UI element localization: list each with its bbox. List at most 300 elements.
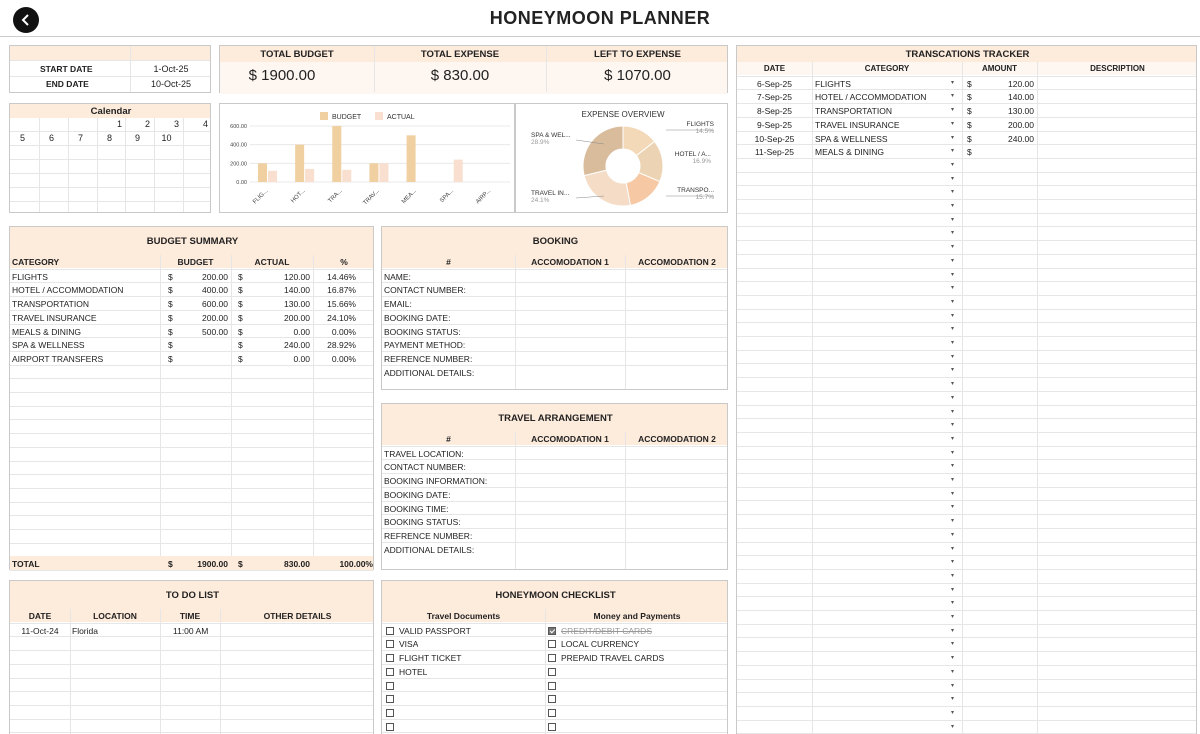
tx-category[interactable]: FLIGHTS xyxy=(815,79,851,89)
field-input-1[interactable] xyxy=(516,502,624,514)
calendar-day[interactable]: 8 xyxy=(106,133,112,143)
field-input-1[interactable] xyxy=(516,460,624,472)
budget-cell[interactable]: 400.00 xyxy=(202,285,228,295)
bar-actual xyxy=(454,160,463,182)
actual-cell: 130.00 xyxy=(284,299,310,309)
col-header-category: CATEGORY xyxy=(12,257,60,267)
field-input-2[interactable] xyxy=(626,325,728,337)
field-input-1[interactable] xyxy=(516,283,624,295)
legend-swatch xyxy=(375,112,383,120)
col-header-time: TIME xyxy=(179,611,201,621)
total-budget: 1900.00 xyxy=(197,559,228,569)
checkbox[interactable] xyxy=(548,709,556,717)
field-input-2[interactable] xyxy=(626,283,728,295)
checkbox[interactable] xyxy=(386,640,394,648)
chevron-down-icon[interactable]: ▾ xyxy=(951,93,955,99)
transactions-tracker-panel xyxy=(736,45,1197,734)
bar-actual xyxy=(379,163,388,182)
col-header-accomodation-2: ACCOMODATION 2 xyxy=(638,257,716,267)
category-cell: AIRPORT TRANSFERS xyxy=(12,354,104,364)
checkbox[interactable] xyxy=(386,723,394,731)
field-label: EMAIL: xyxy=(384,299,412,309)
y-tick-label: 400.00 xyxy=(230,142,247,149)
chevron-down-icon[interactable]: ▾ xyxy=(951,107,955,113)
calendar-day[interactable]: 7 xyxy=(77,133,83,143)
x-tick-label: TRA... xyxy=(327,188,344,205)
slice-label: SPA & WEL... xyxy=(531,132,571,139)
tx-date[interactable]: 6-Sep-25 xyxy=(757,79,792,89)
slice-label: HOTEL / A... xyxy=(674,151,711,158)
col-header-description: DESCRIPTION xyxy=(1090,64,1145,73)
currency-cell: $ xyxy=(238,327,243,337)
field-label: BOOKING TIME: xyxy=(384,504,449,514)
percent-cell: 15.66% xyxy=(327,299,356,309)
legend-label: ACTUAL xyxy=(387,114,415,121)
tx-date[interactable]: 11-Sep-25 xyxy=(754,147,795,157)
currency-cell: $ xyxy=(238,313,243,323)
slice-percent: 24.1% xyxy=(531,197,550,204)
chevron-down-icon[interactable]: ▾ xyxy=(951,285,955,291)
col-header-hash: # xyxy=(446,434,451,444)
money-payments-title: Money and Payments xyxy=(593,611,681,621)
actual-cell: 200.00 xyxy=(284,313,310,323)
checklist-item[interactable] xyxy=(386,681,399,691)
total-expense-value: $ 830.00 xyxy=(430,67,490,84)
field-input-2[interactable] xyxy=(626,515,728,527)
checkbox[interactable] xyxy=(386,695,394,703)
slice-label: TRANSPO... xyxy=(677,187,714,194)
currency-cell: $ xyxy=(238,285,243,295)
budget-cell[interactable]: 600.00 xyxy=(202,299,228,309)
checkbox[interactable] xyxy=(548,695,556,703)
todo-location[interactable]: Florida xyxy=(72,626,98,636)
col-header-actual: ACTUAL xyxy=(254,257,290,267)
field-input-1[interactable] xyxy=(516,325,624,337)
dates-panel xyxy=(9,45,211,93)
total-actual: 830.00 xyxy=(284,559,310,569)
col-header-location: LOCATION xyxy=(93,611,137,621)
tx-date[interactable]: 10-Sep-25 xyxy=(754,134,795,144)
calendar-day[interactable]: 5 xyxy=(19,133,25,143)
todo-time[interactable]: 11:00 AM xyxy=(173,626,209,636)
currency-cell: $ xyxy=(168,285,173,295)
tx-currency: $ xyxy=(967,79,972,89)
chevron-down-icon[interactable]: ▾ xyxy=(951,313,955,319)
field-label: CONTACT NUMBER: xyxy=(384,285,466,295)
x-tick-label: HOT... xyxy=(290,188,307,205)
field-label: TRAVEL LOCATION: xyxy=(384,449,464,459)
chevron-down-icon[interactable]: ▾ xyxy=(951,504,955,510)
col-header-accomodation-1: ACCOMODATION 1 xyxy=(531,257,609,267)
actual-cell: 0.00 xyxy=(293,354,310,364)
chevron-down-icon[interactable]: ▾ xyxy=(951,436,955,442)
budget-cell[interactable]: 500.00 xyxy=(202,327,228,337)
field-input-1[interactable] xyxy=(516,515,624,527)
budget-summary-panel xyxy=(9,226,374,570)
chevron-down-icon[interactable]: ▾ xyxy=(951,258,955,264)
checkbox[interactable] xyxy=(548,682,556,690)
checkbox[interactable] xyxy=(386,709,394,717)
y-tick-label: 200.00 xyxy=(230,161,247,168)
field-input-2[interactable] xyxy=(626,502,728,514)
tx-date[interactable]: 9-Sep-25 xyxy=(757,120,792,130)
chevron-down-icon[interactable]: ▾ xyxy=(951,395,955,401)
slice-percent: 16.9% xyxy=(692,158,711,165)
field-input-2[interactable] xyxy=(626,352,728,364)
percent-cell: 0.00% xyxy=(331,354,356,364)
field-input-1[interactable] xyxy=(516,529,624,541)
checklist-item-label: HOTEL xyxy=(399,667,428,677)
end-date-label: END DATE xyxy=(46,79,89,89)
field-input-1[interactable] xyxy=(516,297,624,309)
chevron-down-icon[interactable]: ▾ xyxy=(951,203,955,209)
chevron-down-icon[interactable]: ▾ xyxy=(951,121,955,127)
slice-percent: 28.9% xyxy=(531,139,550,146)
total-expense-label: TOTAL EXPENSE xyxy=(420,49,500,60)
chevron-down-icon[interactable]: ▾ xyxy=(951,217,955,223)
total-currency: $ xyxy=(238,559,243,569)
chevron-down-icon[interactable]: ▾ xyxy=(951,518,955,524)
x-tick-label: MEA... xyxy=(401,188,418,206)
field-input-2[interactable] xyxy=(626,529,728,541)
tx-date[interactable]: 8-Sep-25 xyxy=(757,106,792,116)
tx-amount[interactable]: 130.00 xyxy=(1008,106,1034,116)
chevron-down-icon[interactable]: ▾ xyxy=(951,135,955,141)
category-cell: HOTEL / ACCOMMODATION xyxy=(12,285,124,295)
checklist-item[interactable] xyxy=(548,722,561,732)
chevron-down-icon[interactable]: ▾ xyxy=(951,354,955,360)
actual-cell: 140.00 xyxy=(284,285,310,295)
calendar-panel xyxy=(9,103,211,213)
checkbox[interactable] xyxy=(548,723,556,731)
col-header-budget: BUDGET xyxy=(177,257,214,267)
checklist-item-label: CREDIT/DEBIT CARDS xyxy=(561,626,652,636)
chevron-down-icon[interactable]: ▾ xyxy=(951,148,955,154)
checkbox[interactable] xyxy=(386,682,394,690)
bar-budget xyxy=(332,126,341,182)
field-input-2[interactable] xyxy=(626,311,728,323)
checklist-item[interactable] xyxy=(548,639,639,649)
pie-slice xyxy=(584,170,630,206)
chevron-down-icon[interactable]: ▾ xyxy=(951,724,955,730)
checklist-item-label: PREPAID TRAVEL CARDS xyxy=(561,653,665,663)
tx-category[interactable]: HOTEL / ACCOMMODATION xyxy=(815,92,927,102)
field-input-1[interactable] xyxy=(516,447,624,459)
field-input-2[interactable] xyxy=(626,488,728,500)
col-header-hash: # xyxy=(446,257,451,267)
checklist-item[interactable] xyxy=(548,681,561,691)
total-budget-label: TOTAL BUDGET xyxy=(260,49,334,60)
checkbox[interactable] xyxy=(548,654,556,662)
chevron-down-icon[interactable]: ▾ xyxy=(951,669,955,675)
bar-chart-panel xyxy=(219,103,515,213)
chevron-down-icon[interactable]: ▾ xyxy=(951,162,955,168)
field-input-2[interactable] xyxy=(626,338,728,350)
tx-amount[interactable]: 240.00 xyxy=(1008,134,1034,144)
legend-swatch xyxy=(320,112,328,120)
chevron-down-icon[interactable]: ▾ xyxy=(951,326,955,332)
col-header-accomodation-2: ACCOMODATION 2 xyxy=(638,434,716,444)
todo-date[interactable]: 11-Oct-24 xyxy=(21,626,59,636)
tx-category[interactable]: TRANSPORTATION xyxy=(815,106,892,116)
currency-cell: $ xyxy=(168,340,173,350)
checkbox[interactable] xyxy=(548,640,556,648)
calendar-day[interactable]: 9 xyxy=(134,133,140,143)
bar-actual xyxy=(342,170,351,182)
checklist-item[interactable] xyxy=(386,653,462,663)
checklist-item[interactable] xyxy=(548,708,561,718)
field-input-2[interactable] xyxy=(626,297,728,309)
expense-overview-chart xyxy=(516,104,729,214)
chevron-down-icon[interactable]: ▾ xyxy=(951,422,955,428)
checkbox[interactable] xyxy=(548,627,556,635)
field-input-1[interactable] xyxy=(516,366,624,378)
chevron-down-icon[interactable]: ▾ xyxy=(951,477,955,483)
y-tick-label: 600.00 xyxy=(230,124,247,130)
bar-budget xyxy=(407,135,416,182)
calendar-day[interactable]: 4 xyxy=(202,119,208,129)
field-input-1[interactable] xyxy=(516,270,624,282)
budget-summary-title: BUDGET SUMMARY xyxy=(146,236,239,247)
chevron-down-icon[interactable]: ▾ xyxy=(951,491,955,497)
field-input-2[interactable] xyxy=(626,270,728,282)
field-input-1[interactable] xyxy=(516,311,624,323)
category-cell: TRAVEL INSURANCE xyxy=(12,313,97,323)
field-input-1[interactable] xyxy=(516,474,624,486)
chevron-down-icon[interactable]: ▾ xyxy=(951,340,955,346)
travel-title: TRAVEL ARRANGEMENT xyxy=(498,413,613,424)
chevron-down-icon[interactable]: ▾ xyxy=(951,573,955,579)
chevron-down-icon[interactable]: ▾ xyxy=(951,381,955,387)
x-tick-label: FLIG... xyxy=(252,188,270,206)
checklist-item[interactable] xyxy=(386,708,399,718)
field-input-2[interactable] xyxy=(626,460,728,472)
total-budget-value: $ 1900.00 xyxy=(248,67,316,84)
pie-chart-panel xyxy=(515,103,728,213)
checklist-item[interactable] xyxy=(386,626,471,636)
calendar-day[interactable]: 6 xyxy=(48,133,54,143)
currency-cell: $ xyxy=(168,327,173,337)
tracker-title: TRANSCATIONS TRACKER xyxy=(905,49,1030,60)
category-cell: FLIGHTS xyxy=(12,272,48,282)
field-label: NAME: xyxy=(384,272,411,282)
slice-label: FLIGHTS xyxy=(686,121,714,128)
col-header-other-details: OTHER DETAILS xyxy=(263,611,332,621)
chevron-down-icon[interactable]: ▾ xyxy=(951,244,955,250)
pie-slice xyxy=(583,126,623,176)
tx-category[interactable]: SPA & WELLNESS xyxy=(815,134,888,144)
chart-title: EXPENSE OVERVIEW xyxy=(581,110,665,119)
chevron-down-icon[interactable]: ▾ xyxy=(951,299,955,305)
tx-amount[interactable]: 140.00 xyxy=(1008,92,1034,102)
bar-budget xyxy=(258,163,267,182)
chevron-down-icon[interactable]: ▾ xyxy=(951,559,955,565)
checklist-item[interactable] xyxy=(548,653,664,663)
currency-cell: $ xyxy=(238,354,243,364)
field-input-2[interactable] xyxy=(626,474,728,486)
actual-cell: 0.00 xyxy=(293,327,310,337)
chevron-down-icon[interactable]: ▾ xyxy=(951,614,955,620)
checklist-item[interactable] xyxy=(386,639,418,649)
budget-cell[interactable]: 200.00 xyxy=(202,272,228,282)
calendar-day[interactable]: 10 xyxy=(161,133,172,143)
currency-cell: $ xyxy=(168,299,173,309)
chevron-down-icon[interactable]: ▾ xyxy=(951,230,955,236)
booking-panel xyxy=(381,226,728,390)
field-label: REFRENCE NUMBER: xyxy=(384,354,473,364)
field-label: CONTACT NUMBER: xyxy=(384,462,466,472)
budget-vs-actual-chart xyxy=(220,104,516,214)
x-tick-label: AIRP... xyxy=(475,188,493,206)
budget-cell[interactable]: 200.00 xyxy=(202,313,228,323)
travel-arrangement-panel xyxy=(381,403,728,570)
checkbox[interactable] xyxy=(386,654,394,662)
chevron-down-icon[interactable]: ▾ xyxy=(951,641,955,647)
calendar-day[interactable]: 1 xyxy=(116,119,122,129)
field-label: BOOKING DATE: xyxy=(384,313,451,323)
start-date-value[interactable]: 1-Oct-25 xyxy=(153,64,189,74)
left-to-expense-value: $ 1070.00 xyxy=(604,67,671,84)
col-header-amount: AMOUNT xyxy=(981,64,1018,73)
calendar-day[interactable]: 2 xyxy=(144,119,150,129)
bar-budget xyxy=(369,163,378,182)
tx-currency: $ xyxy=(967,106,972,116)
chevron-down-icon[interactable]: ▾ xyxy=(951,463,955,469)
header-divider xyxy=(0,36,1200,37)
checkbox[interactable] xyxy=(386,627,394,635)
currency-cell: $ xyxy=(168,272,173,282)
y-tick-label: 0.00 xyxy=(236,180,247,186)
chevron-down-icon[interactable]: ▾ xyxy=(951,189,955,195)
percent-cell: 24.10% xyxy=(327,313,356,323)
calendar-title: Calendar xyxy=(90,106,132,117)
chevron-down-icon[interactable]: ▾ xyxy=(951,683,955,689)
checklist-item-label: FLIGHT TICKET xyxy=(399,653,462,663)
field-input-1[interactable] xyxy=(516,488,624,500)
booking-title: BOOKING xyxy=(532,236,579,247)
currency-cell: $ xyxy=(168,313,173,323)
chevron-down-icon[interactable]: ▾ xyxy=(951,696,955,702)
col-header-category: CATEGORY xyxy=(864,64,910,73)
checklist-item[interactable] xyxy=(386,667,427,677)
actual-cell: 240.00 xyxy=(284,340,310,350)
todo-panel xyxy=(9,580,374,734)
category-cell: MEALS & DINING xyxy=(12,327,81,337)
checklist-item[interactable] xyxy=(548,626,652,636)
slice-percent: 15.7% xyxy=(695,194,714,201)
chevron-down-icon[interactable]: ▾ xyxy=(951,546,955,552)
legend-label: BUDGET xyxy=(332,114,362,121)
total-percent: 100.00% xyxy=(339,559,373,569)
field-label: REFRENCE NUMBER: xyxy=(384,531,473,541)
chevron-down-icon[interactable]: ▾ xyxy=(951,450,955,456)
start-date-label: START DATE xyxy=(40,64,93,74)
tx-amount[interactable]: 200.00 xyxy=(1008,120,1034,130)
field-input-1[interactable] xyxy=(516,543,624,555)
percent-cell: 16.87% xyxy=(327,285,356,295)
total-currency: $ xyxy=(168,559,173,569)
field-input-2[interactable] xyxy=(626,366,728,378)
currency-cell: $ xyxy=(238,272,243,282)
checklist-item-label: VALID PASSPORT xyxy=(399,626,471,636)
x-tick-label: SPA... xyxy=(439,188,456,205)
checklist-item[interactable] xyxy=(548,694,561,704)
tx-currency: $ xyxy=(967,120,972,130)
field-input-2[interactable] xyxy=(626,447,728,459)
checklist-item-label: VISA xyxy=(399,639,419,649)
slice-percent: 14.5% xyxy=(695,128,714,135)
actual-cell: 120.00 xyxy=(284,272,310,282)
todo-title: TO DO LIST xyxy=(165,590,220,601)
chevron-down-icon[interactable]: ▾ xyxy=(951,272,955,278)
field-input-1[interactable] xyxy=(516,338,624,350)
totals-panel xyxy=(219,45,728,93)
category-cell: SPA & WELLNESS xyxy=(12,340,85,350)
chevron-down-icon[interactable]: ▾ xyxy=(951,409,955,415)
col-header-percent: % xyxy=(340,257,348,267)
x-tick-label: TRAV... xyxy=(362,188,381,207)
checklist-item[interactable] xyxy=(548,667,561,677)
chevron-down-icon[interactable]: ▾ xyxy=(951,532,955,538)
currency-cell: $ xyxy=(238,299,243,309)
checklist-title: HONEYMOON CHECKLIST xyxy=(495,590,616,601)
field-label: BOOKING STATUS: xyxy=(384,327,461,337)
chevron-down-icon[interactable]: ▾ xyxy=(951,710,955,716)
col-header-accomodation-1: ACCOMODATION 1 xyxy=(531,434,609,444)
percent-cell: 0.00% xyxy=(331,327,356,337)
chevron-down-icon[interactable]: ▾ xyxy=(951,80,955,86)
calendar-day[interactable]: 3 xyxy=(173,119,179,129)
tx-currency: $ xyxy=(967,92,972,102)
chevron-down-icon[interactable]: ▾ xyxy=(951,367,955,373)
end-date-value[interactable]: 10-Oct-25 xyxy=(150,79,192,89)
travel-documents-title: Travel Documents xyxy=(426,611,501,621)
field-label: PAYMENT METHOD: xyxy=(384,340,466,350)
tx-amount[interactable]: 120.00 xyxy=(1008,79,1034,89)
total-label: TOTAL xyxy=(12,559,40,569)
col-header-date: DATE xyxy=(28,611,52,621)
field-label: BOOKING INFORMATION: xyxy=(384,476,488,486)
chevron-down-icon[interactable]: ▾ xyxy=(951,176,955,182)
tx-date[interactable]: 7-Sep-25 xyxy=(757,92,792,102)
currency-cell: $ xyxy=(238,340,243,350)
chevron-down-icon[interactable]: ▾ xyxy=(951,587,955,593)
chevron-down-icon[interactable]: ▾ xyxy=(951,628,955,634)
col-header-date: DATE xyxy=(763,64,786,73)
left-to-expense-label: LEFT TO EXPENSE xyxy=(594,49,681,60)
field-input-2[interactable] xyxy=(626,543,728,555)
tx-category[interactable]: TRAVEL INSURANCE xyxy=(815,120,900,130)
field-label: BOOKING DATE: xyxy=(384,490,451,500)
checklist-item-label: LOCAL CURRENCY xyxy=(561,639,640,649)
chevron-down-icon[interactable]: ▾ xyxy=(951,600,955,606)
tx-currency: $ xyxy=(967,134,972,144)
category-cell: TRANSPORTATION xyxy=(12,299,89,309)
tx-category[interactable]: MEALS & DINING xyxy=(815,147,884,157)
chevron-down-icon[interactable]: ▾ xyxy=(951,655,955,661)
checkbox[interactable] xyxy=(386,668,394,676)
field-input-1[interactable] xyxy=(516,352,624,364)
percent-cell: 14.46% xyxy=(327,272,356,282)
checklist-item[interactable] xyxy=(386,694,399,704)
bar-actual xyxy=(305,169,314,182)
field-label: BOOKING STATUS: xyxy=(384,517,461,527)
checklist-panel xyxy=(381,580,728,734)
slice-label: TRAVEL IN... xyxy=(531,190,570,197)
checkbox[interactable] xyxy=(548,668,556,676)
currency-cell: $ xyxy=(168,354,173,364)
checklist-item[interactable] xyxy=(386,722,399,732)
